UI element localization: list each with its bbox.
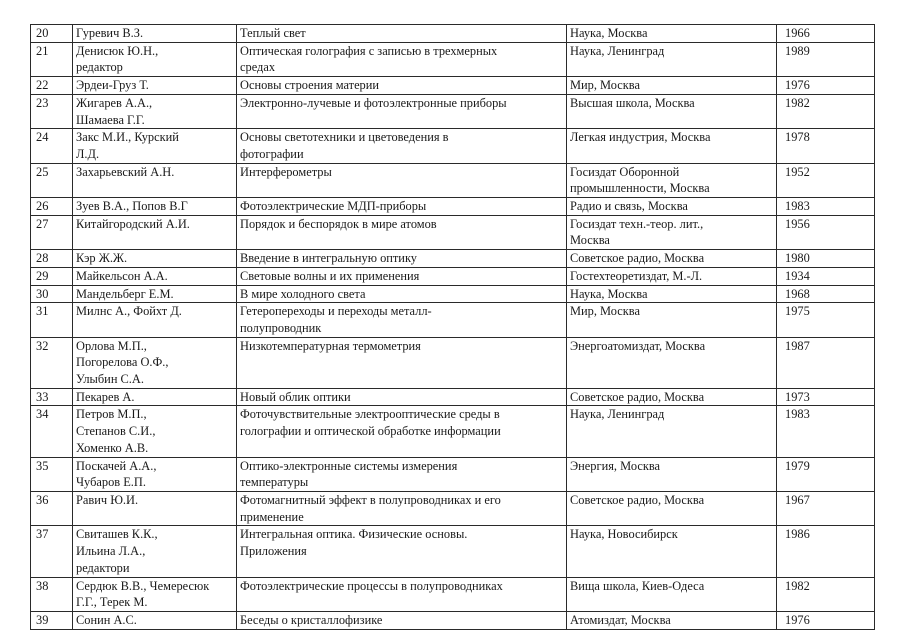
table-row	[31, 77, 875, 95]
table-row	[31, 198, 875, 216]
author-line: Кэр Ж.Ж.	[76, 251, 128, 266]
year-cell: 1952	[777, 163, 875, 197]
year-cell: 1983	[777, 406, 875, 457]
table-row	[31, 457, 875, 491]
author-line: Орлова М.П.,	[76, 338, 147, 353]
publisher-cell	[567, 77, 777, 95]
author-line: Денисюк Ю.Н.,	[76, 43, 159, 58]
title-cell	[237, 129, 567, 163]
row-number: 31	[31, 303, 73, 337]
author-line: Сердюк В.В., Чемересюк	[76, 578, 210, 593]
year-cell: 1934	[777, 267, 875, 285]
row-number: 33	[31, 388, 73, 406]
title-line: Световые волны и их применения	[240, 268, 420, 283]
table-row	[31, 303, 875, 337]
row-number: 24	[31, 129, 73, 163]
publisher-cell	[567, 250, 777, 268]
table-row	[31, 285, 875, 303]
title-line: Основы светотехники и цветоведения в	[240, 130, 449, 145]
row-number: 26	[31, 198, 73, 216]
title-line: голографии и оптической обработке информации	[240, 424, 501, 439]
title-line: Электронно-лучевые и фотоэлектронные приборы	[240, 95, 507, 110]
publisher-line: Мир, Москва	[570, 78, 640, 93]
author-cell	[73, 526, 237, 577]
table-row	[31, 25, 875, 43]
title-cell	[237, 526, 567, 577]
title-cell	[237, 198, 567, 216]
year-cell: 1982	[777, 577, 875, 611]
publisher-line: Гостехтеоретиздат, М.-Л.	[570, 268, 703, 283]
publisher-cell	[567, 94, 777, 128]
publisher-cell	[567, 285, 777, 303]
title-line: Гетеропереходы и переходы металл-	[240, 304, 432, 319]
publisher-line: Энергоатомиздат, Москва	[570, 338, 706, 353]
publisher-cell	[567, 215, 777, 249]
publisher-line: Атомиздат, Москва	[570, 612, 671, 627]
author-line: Чубаров Е.П.	[76, 475, 146, 490]
publisher-cell	[567, 303, 777, 337]
publisher-cell	[567, 491, 777, 525]
title-line: средах	[240, 60, 276, 75]
author-line: Ильина Л.А.,	[76, 544, 146, 559]
author-cell	[73, 285, 237, 303]
publisher-line: Москва	[570, 233, 610, 248]
year-cell: 1976	[777, 611, 875, 629]
author-cell	[73, 198, 237, 216]
title-cell	[237, 94, 567, 128]
author-line: Степанов С.И.,	[76, 424, 156, 439]
title-cell	[237, 611, 567, 629]
publisher-line: Высшая школа, Москва	[570, 95, 695, 110]
publisher-line: промышленности, Москва	[570, 181, 710, 196]
publisher-cell	[567, 198, 777, 216]
publisher-cell	[567, 388, 777, 406]
year-cell: 1978	[777, 129, 875, 163]
author-line: Гуревич В.З.	[76, 26, 144, 40]
author-line: Майкельсон А.А.	[76, 268, 168, 283]
title-line: полупроводник	[240, 320, 322, 335]
row-number: 38	[31, 577, 73, 611]
author-line: Поскачей А.А.,	[76, 458, 157, 473]
publisher-line: Госиздат техн.-теор. лит.,	[570, 216, 704, 231]
title-line: Теплый свет	[240, 26, 306, 40]
row-number: 21	[31, 42, 73, 76]
author-cell	[73, 25, 237, 43]
author-line: Милнс А., Фойхт Д.	[76, 304, 182, 319]
year-cell: 1983	[777, 198, 875, 216]
publisher-line: Наука, Новосибирск	[570, 527, 678, 542]
publisher-line: Вища школа, Киев-Одеса	[570, 578, 705, 593]
author-line: Погорелова О.Ф.,	[76, 355, 169, 370]
table-row	[31, 577, 875, 611]
year-cell: 1980	[777, 250, 875, 268]
title-line: В мире холодного света	[240, 286, 366, 301]
title-cell	[237, 406, 567, 457]
author-cell	[73, 250, 237, 268]
title-cell	[237, 337, 567, 388]
title-line: Низкотемпературная термометрия	[240, 338, 421, 353]
row-number: 37	[31, 526, 73, 577]
author-line: Пекарев А.	[76, 389, 135, 404]
table-row	[31, 491, 875, 525]
row-number: 25	[31, 163, 73, 197]
author-cell	[73, 611, 237, 629]
title-line: Фотомагнитный эффект в полупроводниках и его	[240, 492, 501, 507]
table-body	[31, 25, 875, 630]
year-cell: 1966	[777, 25, 875, 43]
table-row	[31, 526, 875, 577]
row-number: 29	[31, 267, 73, 285]
row-number: 23	[31, 94, 73, 128]
title-line: Приложения	[240, 544, 307, 559]
author-cell	[73, 491, 237, 525]
table-row	[31, 388, 875, 406]
table-row	[31, 250, 875, 268]
year-cell: 1989	[777, 42, 875, 76]
author-cell	[73, 303, 237, 337]
author-line: Эрдеи-Груз Т.	[76, 78, 149, 93]
bibliography-table	[30, 24, 875, 630]
publisher-cell	[567, 611, 777, 629]
title-cell	[237, 215, 567, 249]
publisher-line: Советское радио, Москва	[570, 389, 705, 404]
title-line: Фотоэлектрические процессы в полупроводниках	[240, 578, 503, 593]
title-cell	[237, 250, 567, 268]
author-line: Захарьевский А.Н.	[76, 164, 175, 179]
year-cell: 1979	[777, 457, 875, 491]
year-cell: 1968	[777, 285, 875, 303]
author-line: Закс М.И., Курский	[76, 130, 179, 145]
author-line: Равич Ю.И.	[76, 492, 139, 507]
author-line: Сонин А.С.	[76, 612, 137, 627]
publisher-line: Наука, Москва	[570, 286, 648, 301]
year-cell: 1982	[777, 94, 875, 128]
row-number: 28	[31, 250, 73, 268]
publisher-cell	[567, 129, 777, 163]
title-line: Интерферометры	[240, 164, 332, 179]
publisher-line: Наука, Москва	[570, 26, 648, 40]
title-cell	[237, 388, 567, 406]
year-cell: 1976	[777, 77, 875, 95]
author-line: Свиташев К.К.,	[76, 527, 158, 542]
publisher-line: Мир, Москва	[570, 304, 640, 319]
table-row	[31, 94, 875, 128]
title-line: Порядок и беспорядок в мире атомов	[240, 216, 437, 231]
author-line: Шамаева Г.Г.	[76, 112, 145, 127]
publisher-cell	[567, 457, 777, 491]
title-line: Основы строения материи	[240, 78, 380, 93]
year-cell: 1973	[777, 388, 875, 406]
author-line: Г.Г., Терек М.	[76, 595, 148, 610]
title-line: температуры	[240, 475, 309, 490]
title-line: применение	[240, 509, 304, 524]
author-cell	[73, 406, 237, 457]
title-line: Фоточувствительные электрооптические среды в	[240, 407, 500, 422]
author-line: редактор	[76, 60, 123, 75]
publisher-line: Госиздат Оборонной	[570, 164, 680, 179]
author-cell	[73, 163, 237, 197]
publisher-cell	[567, 337, 777, 388]
publisher-line: Наука, Ленинград	[570, 407, 665, 422]
title-cell	[237, 163, 567, 197]
table-row	[31, 129, 875, 163]
year-cell: 1986	[777, 526, 875, 577]
row-number: 30	[31, 285, 73, 303]
author-cell	[73, 337, 237, 388]
row-number: 34	[31, 406, 73, 457]
title-cell	[237, 577, 567, 611]
publisher-cell	[567, 163, 777, 197]
title-cell	[237, 303, 567, 337]
author-line: Л.Д.	[76, 146, 100, 161]
table-row	[31, 215, 875, 249]
title-cell	[237, 267, 567, 285]
publisher-line: Легкая индустрия, Москва	[570, 130, 711, 145]
title-cell	[237, 25, 567, 43]
title-line: Оптико-электронные системы измерения	[240, 458, 458, 473]
publisher-cell	[567, 577, 777, 611]
publisher-cell	[567, 25, 777, 43]
title-line: Беседы о кристаллофизике	[240, 612, 383, 627]
author-line: редактори	[76, 560, 130, 575]
publisher-line: Энергия, Москва	[570, 458, 661, 473]
publisher-line: Наука, Ленинград	[570, 43, 665, 58]
row-number: 36	[31, 491, 73, 525]
title-line: Фотоэлектрические МДП-приборы	[240, 199, 427, 214]
row-number: 39	[31, 611, 73, 629]
row-number: 32	[31, 337, 73, 388]
author-line: Зуев В.А., Попов В.Г	[76, 199, 188, 214]
title-cell	[237, 77, 567, 95]
publisher-cell	[567, 42, 777, 76]
publisher-line: Советское радио, Москва	[570, 492, 705, 507]
table-row	[31, 611, 875, 629]
author-line: Жигарев А.А.,	[76, 95, 153, 110]
row-number: 27	[31, 215, 73, 249]
author-cell	[73, 388, 237, 406]
title-cell	[237, 457, 567, 491]
table-row	[31, 163, 875, 197]
author-cell	[73, 457, 237, 491]
year-cell: 1967	[777, 491, 875, 525]
author-cell	[73, 215, 237, 249]
author-line: Мандельберг Е.М.	[76, 286, 174, 301]
title-line: Оптическая голография с записью в трехмерных	[240, 43, 498, 58]
year-cell: 1956	[777, 215, 875, 249]
author-cell	[73, 129, 237, 163]
title-cell	[237, 491, 567, 525]
author-cell	[73, 42, 237, 76]
table-row	[31, 42, 875, 76]
author-line: Хоменко А.В.	[76, 440, 149, 455]
publisher-cell	[567, 267, 777, 285]
publisher-line: Советское радио, Москва	[570, 251, 705, 266]
table-row	[31, 406, 875, 457]
year-cell: 1987	[777, 337, 875, 388]
title-line: фотографии	[240, 146, 304, 161]
title-line: Новый облик оптики	[240, 389, 351, 404]
table-row	[31, 267, 875, 285]
title-cell	[237, 42, 567, 76]
title-cell	[237, 285, 567, 303]
title-line: Введение в интегральную оптику	[240, 251, 417, 266]
publisher-line: Радио и связь, Москва	[570, 199, 688, 214]
row-number: 35	[31, 457, 73, 491]
publisher-cell	[567, 406, 777, 457]
year-cell: 1975	[777, 303, 875, 337]
table-row	[31, 337, 875, 388]
row-number: 20	[31, 25, 73, 43]
author-cell	[73, 577, 237, 611]
author-line: Китайгородский А.И.	[76, 216, 190, 231]
bibliography-sheet	[30, 24, 874, 630]
title-line: Интегральная оптика. Физические основы.	[240, 527, 468, 542]
author-line: Улыбин С.А.	[76, 372, 144, 387]
author-cell	[73, 267, 237, 285]
publisher-cell	[567, 526, 777, 577]
row-number: 22	[31, 77, 73, 95]
author-cell	[73, 94, 237, 128]
author-cell	[73, 77, 237, 95]
author-line: Петров М.П.,	[76, 407, 147, 422]
